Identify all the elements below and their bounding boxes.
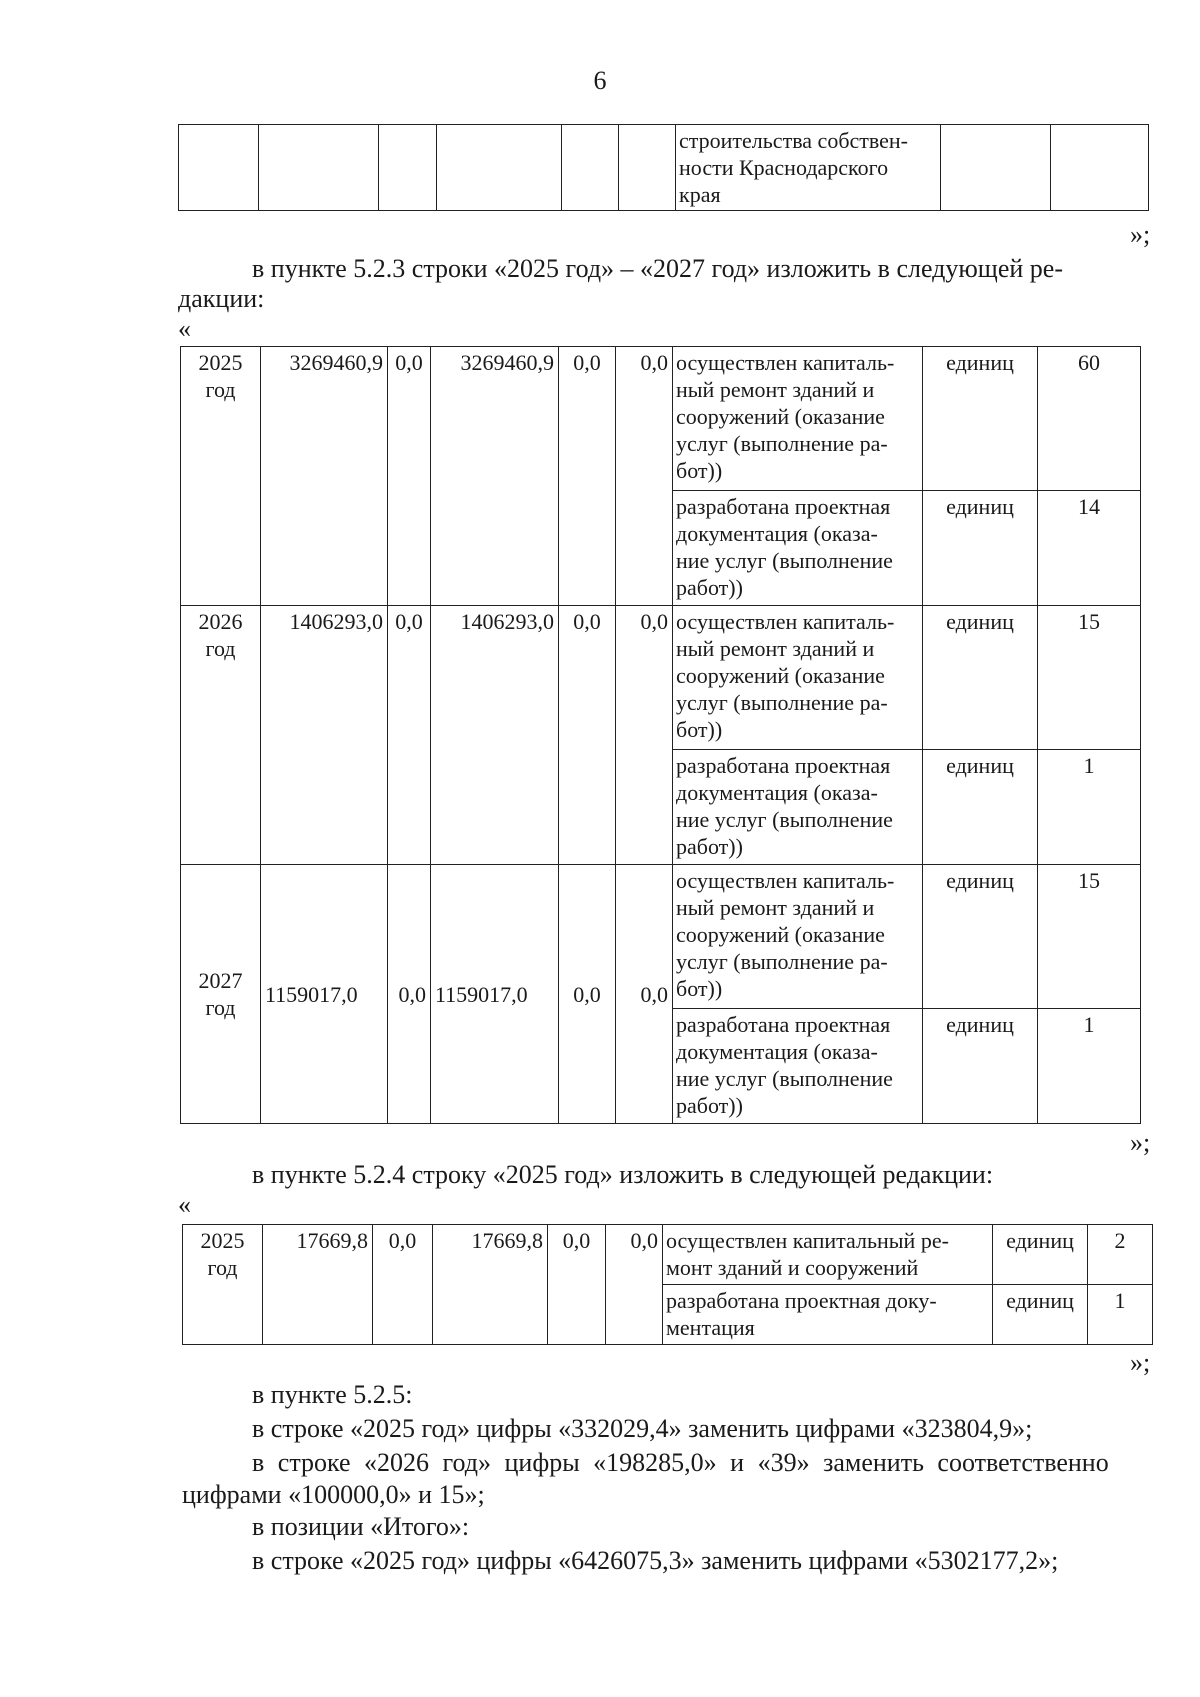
value-cell: 0,0	[388, 347, 431, 606]
paragraph-5-2-4: в пункте 5.2.4 строку «2025 год» изложить в следующей редакции:	[252, 1160, 994, 1189]
unit-cell: единиц	[923, 865, 1038, 1009]
value-cell: 1406293,0	[431, 606, 559, 865]
top-table-fragment	[178, 124, 1149, 211]
indicator-description: разработана проектная документация (оказа- ние услуг (выполнение работ))	[673, 1009, 923, 1124]
indicator-value: 14	[1038, 491, 1141, 606]
opening-quote: «	[178, 314, 191, 343]
indicator-description: разработана проектная документация (оказа- ние услуг (выполнение работ))	[673, 491, 923, 606]
table-cell	[259, 125, 379, 211]
line-2026-replace: в строке «2026 год» цифры «198285,0» и «39» заменить соответственно	[252, 1448, 1109, 1477]
table-cell	[941, 125, 1051, 211]
unit-cell: единиц	[923, 491, 1038, 606]
unit-cell: единиц	[923, 750, 1038, 865]
page-number: 6	[593, 66, 607, 95]
total-cell: 17669,8	[263, 1225, 373, 1345]
value-cell: 0,0	[373, 1225, 433, 1345]
indicator-description: осуществлен капиталь- ный ремонт зданий и сооружений (оказание услуг (выполнение ра- бот))	[673, 606, 923, 750]
unit-cell: единиц	[993, 1285, 1088, 1345]
closing-quote: »;	[1130, 220, 1151, 249]
indicator-description: разработана проектная доку- ментация	[663, 1285, 993, 1345]
indicator-description: осуществлен капиталь- ный ремонт зданий и сооружений (оказание услуг (выполнение ра- бот))	[673, 865, 923, 1009]
table-cell	[562, 125, 619, 211]
indicator-value: 1	[1038, 1009, 1141, 1124]
total-cell: 1406293,0	[261, 606, 388, 865]
table-cell	[379, 125, 437, 211]
line-2026-replace-cont: цифрами «100000,0» и 15»;	[182, 1480, 485, 1509]
table-cell	[437, 125, 562, 211]
indicator-value: 15	[1038, 865, 1141, 1009]
indicator-description: строительства собствен- ности Краснодарского края	[676, 125, 941, 211]
value-cell: 1159017,0	[431, 865, 559, 1124]
value-cell: 0,0	[559, 865, 616, 1124]
indicator-description: разработана проектная документация (оказа- ние услуг (выполнение работ))	[673, 750, 923, 865]
year-cell: 2027 год	[181, 865, 261, 1124]
table-cell	[619, 125, 676, 211]
opening-quote: «	[178, 1190, 191, 1219]
unit-cell: единиц	[923, 347, 1038, 491]
value-cell: 17669,8	[433, 1225, 548, 1345]
indicator-description: осуществлен капиталь- ный ремонт зданий и сооружений (оказание услуг (выполнение ра- бот))	[673, 347, 923, 491]
value-cell: 0,0	[388, 865, 431, 1124]
value-cell: 0,0	[559, 606, 616, 865]
value-cell: 0,0	[616, 347, 673, 606]
indicator-value: 2	[1088, 1225, 1153, 1285]
year-cell: 2025 год	[183, 1225, 263, 1345]
closing-quote: »;	[1130, 1348, 1151, 1377]
line-2025-replace: в строке «2025 год» цифры «332029,4» заменить цифрами «323804,9»;	[252, 1414, 1033, 1443]
unit-cell: единиц	[923, 606, 1038, 750]
year-cell: 2026 год	[181, 606, 261, 865]
value-cell: 3269460,9	[431, 347, 559, 606]
value-cell: 0,0	[548, 1225, 606, 1345]
total-cell: 1159017,0	[261, 865, 388, 1124]
value-cell: 0,0	[559, 347, 616, 606]
line-itogo: в позиции «Итого»:	[252, 1512, 470, 1541]
total-cell: 3269460,9	[261, 347, 388, 606]
line-5-2-5: в пункте 5.2.5:	[252, 1380, 413, 1409]
value-cell: 0,0	[616, 865, 673, 1124]
year-cell: 2025 год	[181, 347, 261, 606]
indicator-value: 1	[1038, 750, 1141, 865]
indicator-value: 15	[1038, 606, 1141, 750]
value-cell: 0,0	[616, 606, 673, 865]
value-cell: 0,0	[606, 1225, 663, 1345]
closing-quote: »;	[1130, 1128, 1151, 1157]
table-cell	[179, 125, 259, 211]
indicator-description: осуществлен капитальный ре- монт зданий и сооружений	[663, 1225, 993, 1285]
table-cell	[1051, 125, 1149, 211]
paragraph-5-2-3-line2: дакции:	[178, 284, 265, 313]
unit-cell: единиц	[993, 1225, 1088, 1285]
line-itogo-2025: в строке «2025 год» цифры «6426075,3» заменить цифрами «5302177,2»;	[252, 1546, 1059, 1575]
unit-cell: единиц	[923, 1009, 1038, 1124]
paragraph-5-2-3-line1: в пункте 5.2.3 строки «2025 год» – «2027 год» изложить в следующей ре-	[252, 254, 1063, 283]
table-5-2-3	[180, 346, 1141, 1124]
indicator-value: 1	[1088, 1285, 1153, 1345]
table-5-2-4	[182, 1224, 1153, 1345]
value-cell: 0,0	[388, 606, 431, 865]
indicator-value: 60	[1038, 347, 1141, 491]
